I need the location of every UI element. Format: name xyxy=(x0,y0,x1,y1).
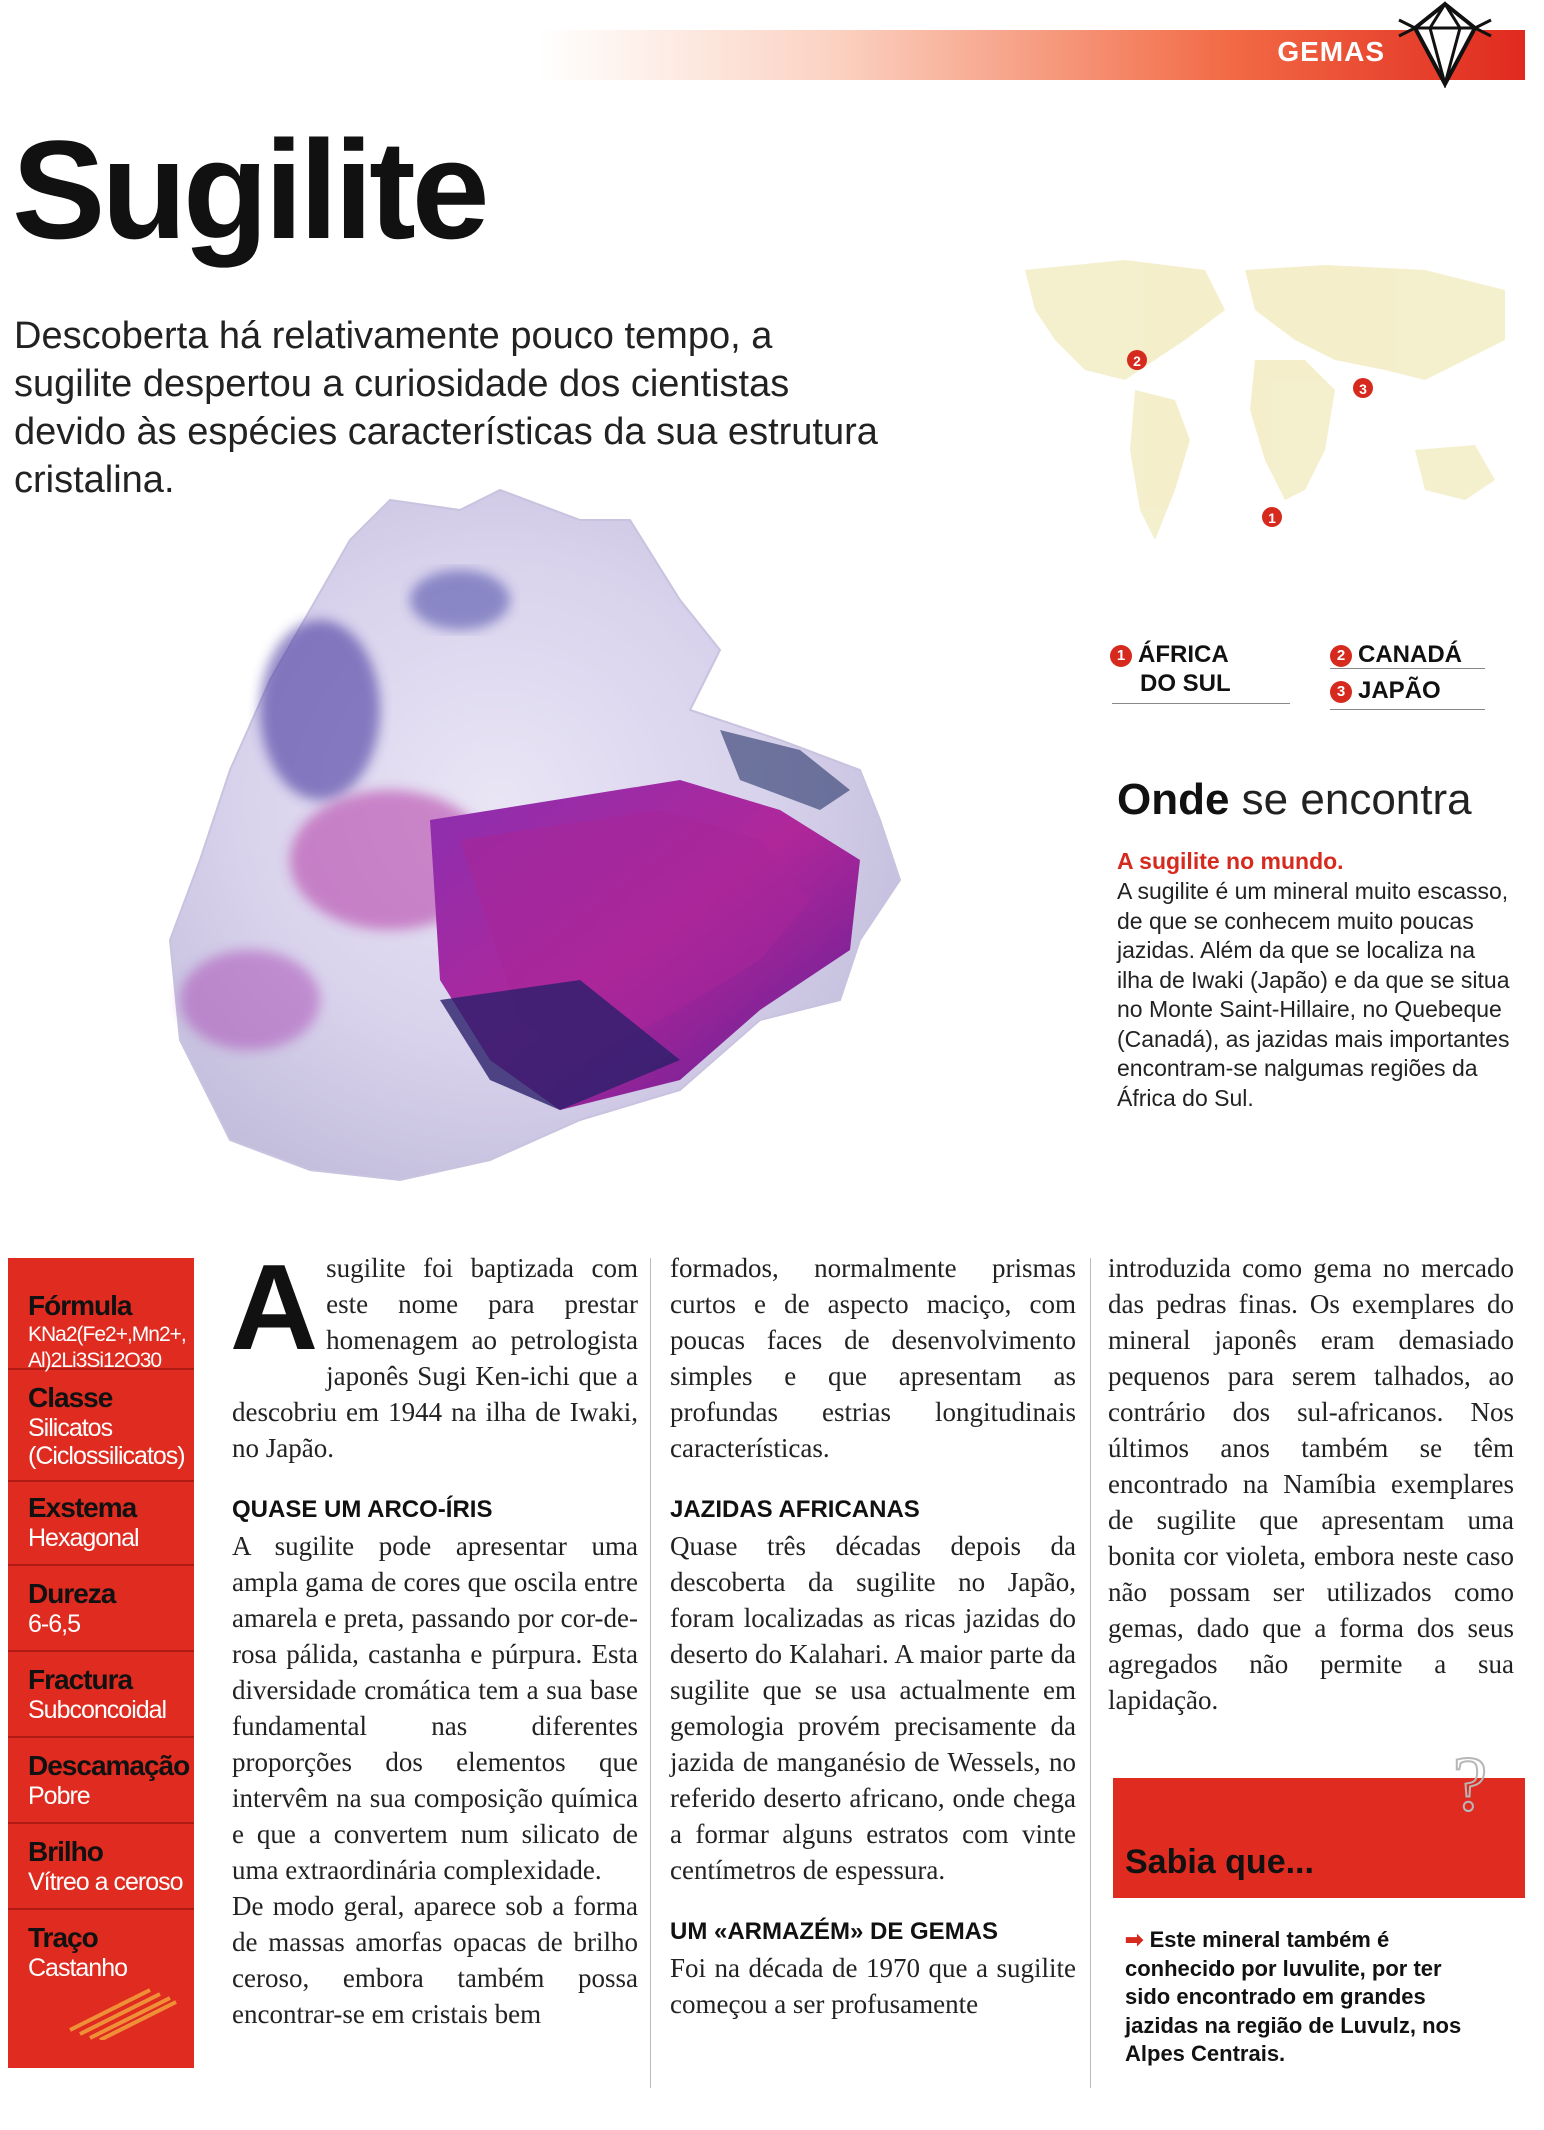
legend-japan-label: JAPÃO xyxy=(1358,677,1441,704)
article-subheading: UM «ARMAZÉM» DE GEMAS xyxy=(670,1918,999,1945)
map-marker-2-label: 2 xyxy=(1133,353,1141,369)
svg-text:?: ? xyxy=(1452,1740,1488,1820)
location-body: A sugilite é um mineral muito escasso, de que se conhecem muito poucas jazidas. Além da que se localiza na ilha de Iwaki (Japão) e da que se situa no Monte Saint-Hillaire, no Quebeque (Canadá), as jazidas mais importantes encontram-se nalgumas regiões da África do Sul. xyxy=(1117,878,1510,1111)
legend-badge-3: 3 xyxy=(1330,681,1352,703)
legend-divider xyxy=(1330,709,1485,710)
legend-badge-2: 2 xyxy=(1330,645,1352,667)
property-cleavage xyxy=(8,1738,194,1824)
location-heading-bold: Onde xyxy=(1117,775,1230,824)
column-divider xyxy=(650,1258,651,2088)
property-luster xyxy=(8,1824,194,1910)
map-marker-3-label: 3 xyxy=(1359,381,1367,397)
property-system xyxy=(8,1482,194,1566)
did-you-know-heading: Sabia que... xyxy=(1125,1843,1314,1881)
article-column-1 xyxy=(230,1239,638,2032)
legend-divider xyxy=(1330,668,1485,669)
property-label: Classe xyxy=(28,1382,113,1413)
property-label: Brilho xyxy=(28,1836,103,1867)
drop-cap: A xyxy=(230,1239,319,1375)
mineral-photo xyxy=(160,480,920,1200)
article-paragraph-text: sugilite foi baptizada com este nome para prestar homenagem ao petrologista japonês Sugi Ken-ichi que a descobriu em 1944 na ilha de Iwaki, no Japão. xyxy=(232,1253,638,1463)
legend-africa-line1: ÁFRICA xyxy=(1138,641,1229,668)
column-divider xyxy=(1090,1258,1091,2088)
legend-canada xyxy=(1330,640,1462,669)
property-class xyxy=(8,1370,194,1482)
article-paragraph: De modo geral, aparece sob a forma de massas amorfas opacas de brilho ceroso, embora também possa encontrar-se em cristais bem xyxy=(232,1891,638,2029)
article-paragraph: A sugilite pode apresentar uma ampla gama de cores que oscila entre amarela e preta, passando por cor-de-rosa pálida, castanha e púrpura. Esta diversidade cromática tem a sua base fundamental nas diferentes proporções dos elementos que intervêm na sua composição química e que a convertem num silicato de uma extraordinária complexidade. xyxy=(232,1531,638,1885)
property-label: Dureza xyxy=(28,1578,116,1609)
property-hardness xyxy=(8,1566,194,1652)
map-marker-1-label: 1 xyxy=(1268,510,1276,526)
property-value: Castanho xyxy=(28,1954,128,1982)
article-paragraph: introduzida como gema no mercado das pedras finas. Os exemplares do mineral japonês eram demasiado pequenos para serem talhados, ao contrário dos sul-africanos. Nos últimos anos também se têm encontrado na Namíbia exemplares de sugilite que apresentam uma bonita cor violeta, embora neste caso não possam ser utilizados como gemas, dado que a forma dos seus agregados não permite a sua lapidação. xyxy=(1108,1253,1514,1715)
article-column-2 xyxy=(670,1250,1076,2022)
page-title: Sugilite xyxy=(12,111,486,268)
section-banner xyxy=(540,30,1525,80)
property-label: Fractura xyxy=(28,1664,133,1695)
property-label: Exstema xyxy=(28,1492,137,1523)
legend-africa-line2: DO SUL xyxy=(1140,670,1231,697)
property-value: Hexagonal xyxy=(28,1524,139,1552)
section-label: GEMAS xyxy=(1277,36,1385,67)
legend-africa xyxy=(1110,640,1231,698)
property-label: Traço xyxy=(28,1922,98,1953)
gem-icon xyxy=(1395,0,1495,88)
article-paragraph xyxy=(230,1239,638,1466)
legend-japan xyxy=(1330,676,1441,705)
property-value: Silicatos (Ciclossilicatos) xyxy=(28,1414,185,1470)
property-value: 6-6,5 xyxy=(28,1610,80,1638)
property-value: Pobre xyxy=(28,1782,90,1810)
property-value: Subconcoidal xyxy=(28,1696,167,1724)
article-subheading: JAZIDAS AFRICANAS xyxy=(670,1496,920,1523)
location-subtitle: A sugilite no mundo. xyxy=(1117,848,1344,874)
legend-badge-1: 1 xyxy=(1110,645,1132,667)
article-paragraph: formados, normalmente prismas curtos e de aspecto maciço, com poucas faces de desenvolvimento simples e que apresentam as profundas estrias longitudinais características. xyxy=(670,1253,1076,1463)
property-value: Vítreo a ceroso xyxy=(28,1868,183,1896)
properties-sidebar xyxy=(8,1258,194,2068)
streak-lines-icon xyxy=(60,1970,180,2040)
property-label: Descamação xyxy=(28,1750,190,1781)
world-map xyxy=(1005,250,1525,590)
property-formula xyxy=(8,1258,194,1370)
article-subheading: QUASE UM ARCO-ÍRIS xyxy=(232,1496,493,1523)
question-mark-icon xyxy=(1440,1740,1500,1820)
legend-canada-label: CANADÁ xyxy=(1358,641,1462,668)
property-value: KNa2(Fe2+,Mn2+, Al)2Li3Si12O30 xyxy=(28,1323,186,1372)
property-label: Fórmula xyxy=(28,1290,132,1321)
article-column-3 xyxy=(1108,1250,1514,1718)
arrow-right-icon: ➡ xyxy=(1125,1927,1144,1952)
property-fracture xyxy=(8,1652,194,1738)
location-heading xyxy=(1117,775,1472,825)
location-heading-rest: se encontra xyxy=(1229,775,1472,824)
did-you-know-body xyxy=(1125,1926,1485,2069)
article-paragraph: Foi na década de 1970 que a sugilite começou a ser profusamente xyxy=(670,1953,1076,2019)
legend-divider xyxy=(1112,703,1290,704)
article-paragraph: Quase três décadas depois da descoberta da sugilite no Japão, foram localizadas as ricas jazidas do deserto do Kalahari. A maior parte da sugilite que se usa actualmente em gemologia provém precisamente da jazida de manganésio de Wessels, no referido deserto africano, onde chega a formar alguns estratos com vinte centímetros de espessura. xyxy=(670,1531,1076,1885)
intro-text: Descoberta há relativamente pouco tempo, a sugilite despertou a curiosidade dos cientistas devido às espécies características da sua estrutura cristalina. xyxy=(14,315,878,501)
did-you-know-text: Este mineral também é conhecido por luvulite, por ter sido encontrado em grandes jazidas na região de Luvulz, nos Alpes Centrais. xyxy=(1125,1927,1462,2066)
